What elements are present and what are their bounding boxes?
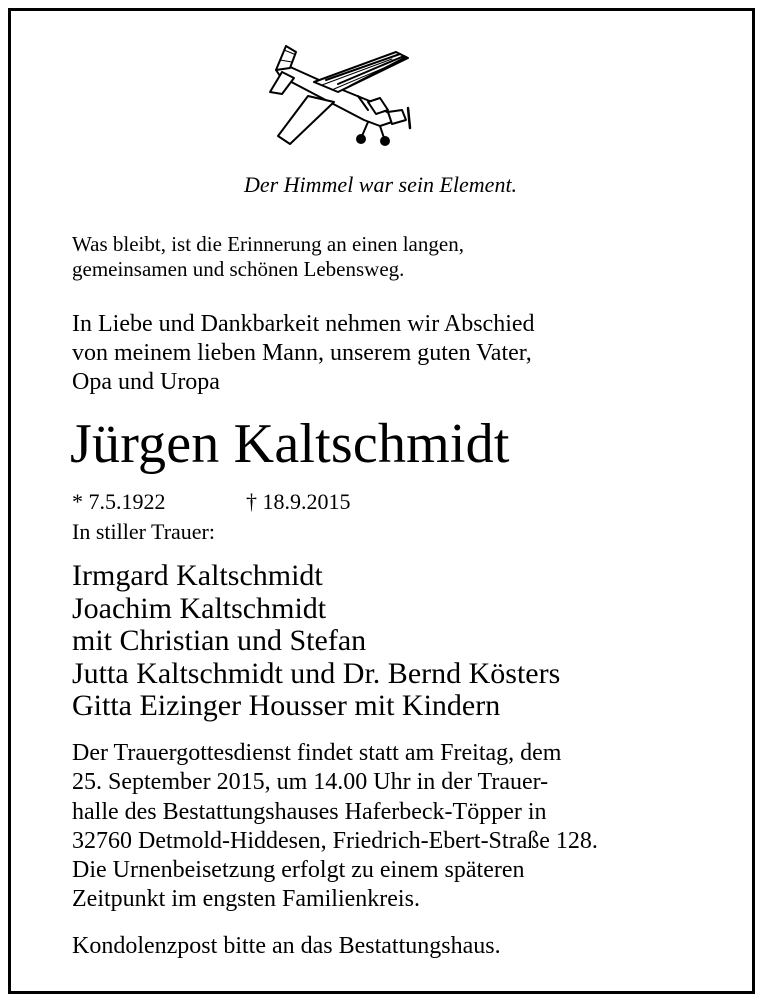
- intro-memory-line: gemeinsamen und schönen Lebensweg.: [72, 257, 405, 281]
- farewell-line: In Liebe und Dankbarkeit nehmen wir Abschied: [72, 311, 535, 337]
- service-line: 25. September 2015, um 14.00 Uhr in der Trauer-: [72, 769, 549, 796]
- mourner-name: Gitta Eizinger Housser mit Kindern: [72, 689, 501, 722]
- mourner-name: Jutta Kaltschmidt und Dr. Bernd Kösters: [72, 656, 561, 690]
- mourner-name: Irmgard Kaltschmidt: [72, 559, 323, 592]
- service-line: Zeitpunkt im engsten Familienkreis.: [72, 886, 420, 913]
- farewell-line: von meinem lieben Mann, unserem guten Vater,: [72, 340, 532, 366]
- birth-date: * 7.5.1922: [72, 489, 166, 514]
- service-line: Der Trauergottesdienst findet statt am Freitag, dem: [72, 740, 562, 766]
- condolence-note: Kondolenzpost bitte an das Bestattungshaus.: [72, 933, 501, 959]
- service-line: 32760 Detmold-Hiddesen, Friedrich-Ebert-Straße 128.: [72, 827, 598, 854]
- service-line: halle des Bestattungshauses Haferbeck-Töpper in: [72, 798, 547, 825]
- farewell-line: Opa und Uropa: [72, 369, 220, 395]
- mourner-name: mit Christian und Stefan: [72, 624, 367, 657]
- service-details: [72, 739, 598, 915]
- mourner-name: Joachim Kaltschmidt: [72, 591, 327, 625]
- death-date: † 18.9.2015: [246, 489, 351, 514]
- farewell-text: [72, 310, 535, 397]
- airplane-icon: [268, 40, 418, 150]
- motto: Der Himmel war sein Element.: [243, 172, 518, 197]
- service-line: Die Urnenbeisetzung erfolgt zu einem späteren: [72, 857, 525, 884]
- intro-memory-text: [72, 232, 464, 282]
- intro-memory-line: Was bleibt, ist die Erinnerung an einen langen,: [72, 232, 464, 256]
- mourning-intro: In stiller Trauer:: [72, 519, 215, 544]
- mourners-list: [72, 560, 560, 723]
- deceased-name: Jürgen Kaltschmidt: [70, 413, 510, 475]
